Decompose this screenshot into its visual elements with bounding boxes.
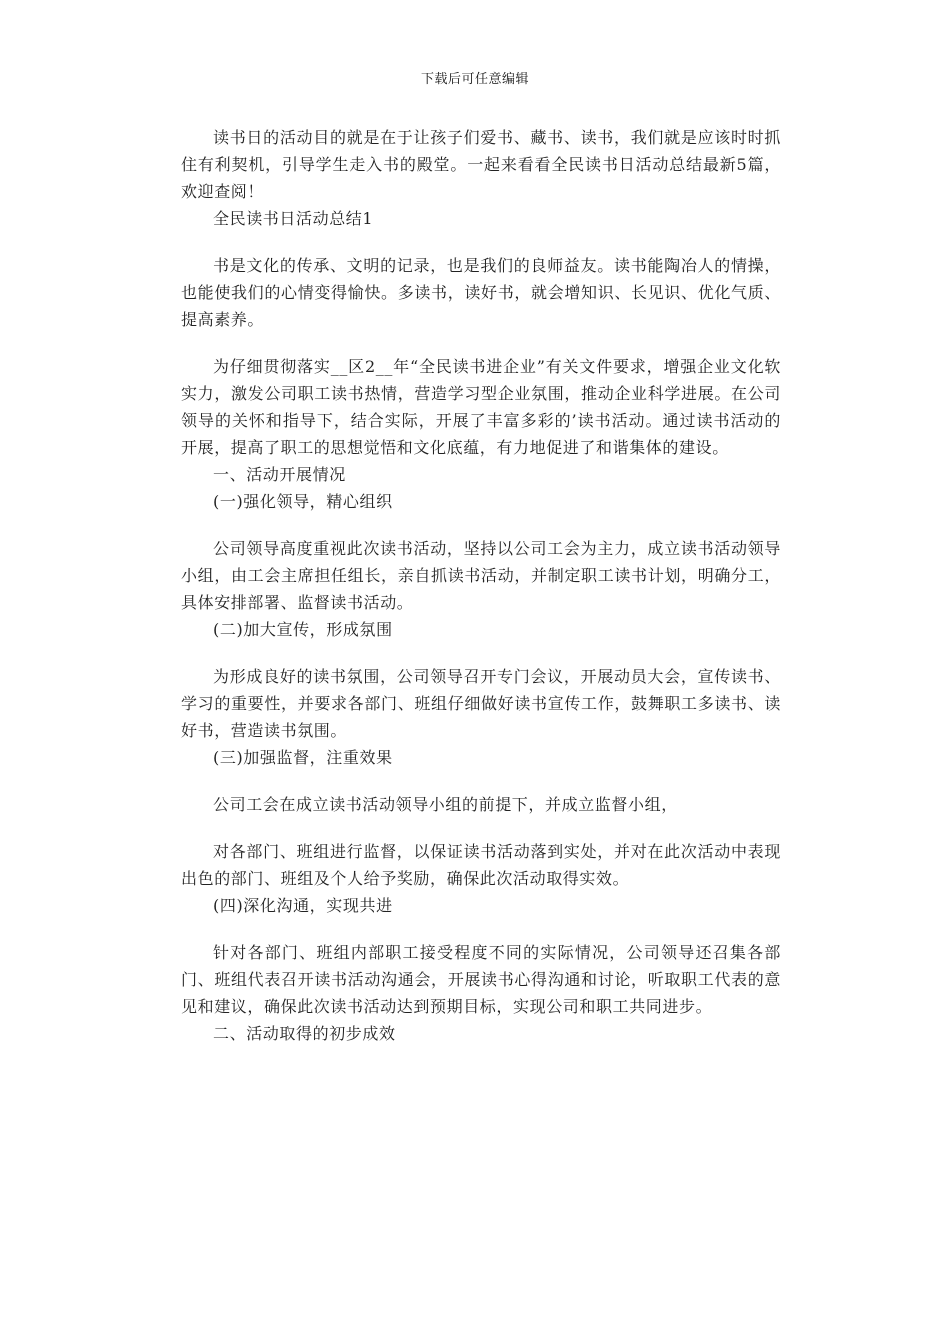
section-heading: 一、活动开展情况 xyxy=(213,465,346,484)
document-body xyxy=(181,124,781,1047)
body-paragraph: 公司工会在成立读书活动领导小组的前提下，并成立监督小组， xyxy=(213,795,678,814)
subsection-heading: (三)加强监督，注重效果 xyxy=(213,748,393,767)
body-paragraph: 为仔细贯彻落实__区2__年“全民读书进企业”有关文件要求，增强企业文化软实力，激发公司职工读书热情，营造学习型企业氛围，推动企业科学进展。在公司领导的关怀和指导下，结合实际，开展了丰富多彩的’读书活动。通过读书活动的开展，提高了职工的思想觉悟和文化底蕴，有力地促进了和谐集体的建设。 xyxy=(181,357,781,457)
body-paragraph: 针对各部门、班组内部职工接受程度不同的实际情况，公司领导还召集各部门、班组代表召开读书活动沟通会，开展读书心得沟通和讨论，听取职工代表的意见和建议，确保此次读书活动达到预期目标，实现公司和职工共同进步。 xyxy=(181,943,781,1016)
body-paragraph: 对各部门、班组进行监督，以保证读书活动落到实处，并对在此次活动中表现出色的部门、班组及个人给予奖励，确保此次活动取得实效。 xyxy=(181,842,781,888)
subsection-heading: (二)加大宣传，形成氛围 xyxy=(213,620,393,639)
intro-paragraph: 读书日的活动目的就是在于让孩子们爱书、藏书、读书，我们就是应该时时抓住有利契机，引导学生走入书的殿堂。一起来看看全民读书日活动总结最新5篇，欢迎查阅！ xyxy=(181,128,781,201)
subsection-heading: (一)强化领导，精心组织 xyxy=(213,492,393,511)
header-note: 下载后可任意编辑 xyxy=(420,72,529,87)
subsection-heading: (四)深化沟通，实现共进 xyxy=(213,896,393,915)
body-paragraph: 为形成良好的读书氛围，公司领导召开专门会议，开展动员大会，宣传读书、学习的重要性，并要求各部门、班组仔细做好读书宣传工作，鼓舞职工多读书、读好书，营造读书氛围。 xyxy=(181,667,781,740)
body-paragraph: 书是文化的传承、文明的记录，也是我们的良师益友。读书能陶冶人的情操，也能使我们的心情变得愉快。多读书，读好书，就会增知识、长见识、优化气质、提高素养。 xyxy=(181,256,781,329)
body-paragraph: 公司领导高度重视此次读书活动，坚持以公司工会为主力，成立读书活动领导小组，由工会主席担任组长，亲自抓读书活动，并制定职工读书计划，明确分工，具体安排部署、监督读书活动。 xyxy=(181,539,781,612)
section-heading: 二、活动取得的初步成效 xyxy=(213,1024,396,1043)
section-title: 全民读书日活动总结1 xyxy=(213,209,374,228)
